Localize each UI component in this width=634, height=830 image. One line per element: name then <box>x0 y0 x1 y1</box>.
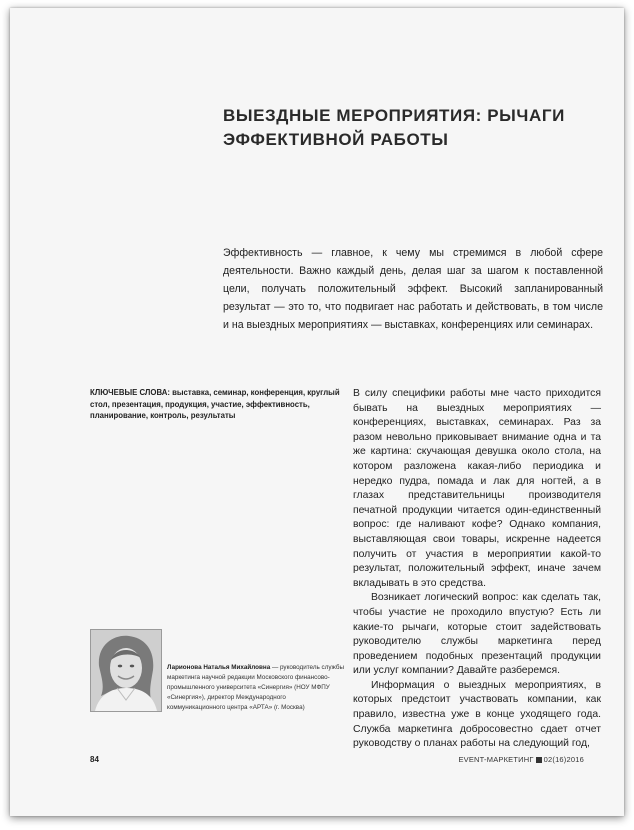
body-paragraph-3: Информация о выездных мероприятиях, в которых предстоит участвовать компании, как правило, известна уже в конце уходящего года. Служба маркетинга добросовестно сдает отчет руководству о планах работы на следующий год, <box>353 679 601 750</box>
body-paragraph-2: Возникает логический вопрос: как сделать так, чтобы участие не проходило впустую? Есть ли какие-то рычаги, которые стоит задействовать руководителю службы маркетинга перед проведением подобных презентаций продукции или услуг компании? Давайте разберемся. <box>353 592 601 677</box>
author-name: Ларионова Наталья Михайловна <box>167 664 271 671</box>
article-body <box>353 387 601 752</box>
article-lead: Эффективность — главное, к чему мы стремимся в любой сфере деятельности. Важно каждый день, делая шаг за шагом к поставленной цели, получать положительный эффект. Высокий запланированный результат — это то, что подвигает нас работать и действовать, в том числе и на выездных мероприятиях — выставках, конференциях или семинарах. <box>223 247 603 331</box>
title-line-1: ВЫЕЗДНЫЕ МЕРОПРИЯТИЯ: РЫЧАГИ <box>223 106 565 125</box>
issue-number: 02(16)2016 <box>543 755 584 764</box>
author-bio <box>167 663 345 713</box>
article-title <box>223 104 603 152</box>
magazine-page <box>10 8 624 816</box>
separator-square-icon <box>536 757 542 763</box>
keywords-block <box>90 387 342 422</box>
author-portrait-image <box>91 630 161 711</box>
keywords-label: КЛЮЧЕВЫЕ СЛОВА: <box>90 388 170 397</box>
keywords-list: выставка, семинар, конференция, круглый стол, презентация, продукция, участие, эффективность, планирование, контроль, результаты <box>90 388 340 420</box>
author-description: — руководитель службы маркетинга научной редакции Московского финансово-промышленного университета «Синергия» (НОУ МФПУ «Синергия»), директор Международного коммуникационного центра «АРТА» (г. Москва) <box>167 664 345 711</box>
page-number: 84 <box>90 755 99 764</box>
footer-magazine-info <box>458 755 584 764</box>
title-line-2: ЭФФЕКТИВНОЙ РАБОТЫ <box>223 130 449 149</box>
body-paragraph-1: В силу специфики работы мне часто приходится бывать на выездных мероприятиях — конференциях, выставках, семинарах. Раз за разом невольно приковывает внимание одна и та же картина: скучающая девушка около стола, на котором разложена какая-либо периодика и нередко пудра, помада и лак для ногтей, а в глазах представительницы производителя печатной продукции читается один-единственный вопрос: где наливают кофе? Однако компания, выставляющая свои товары, искренне надеется получить от участия в мероприятии какой-то результат, положительный эффект, иначе зачем вкладывать в это средства. <box>353 388 601 589</box>
magazine-name: EVENT-МАРКЕТИНГ <box>458 755 534 764</box>
author-photo <box>90 629 162 712</box>
